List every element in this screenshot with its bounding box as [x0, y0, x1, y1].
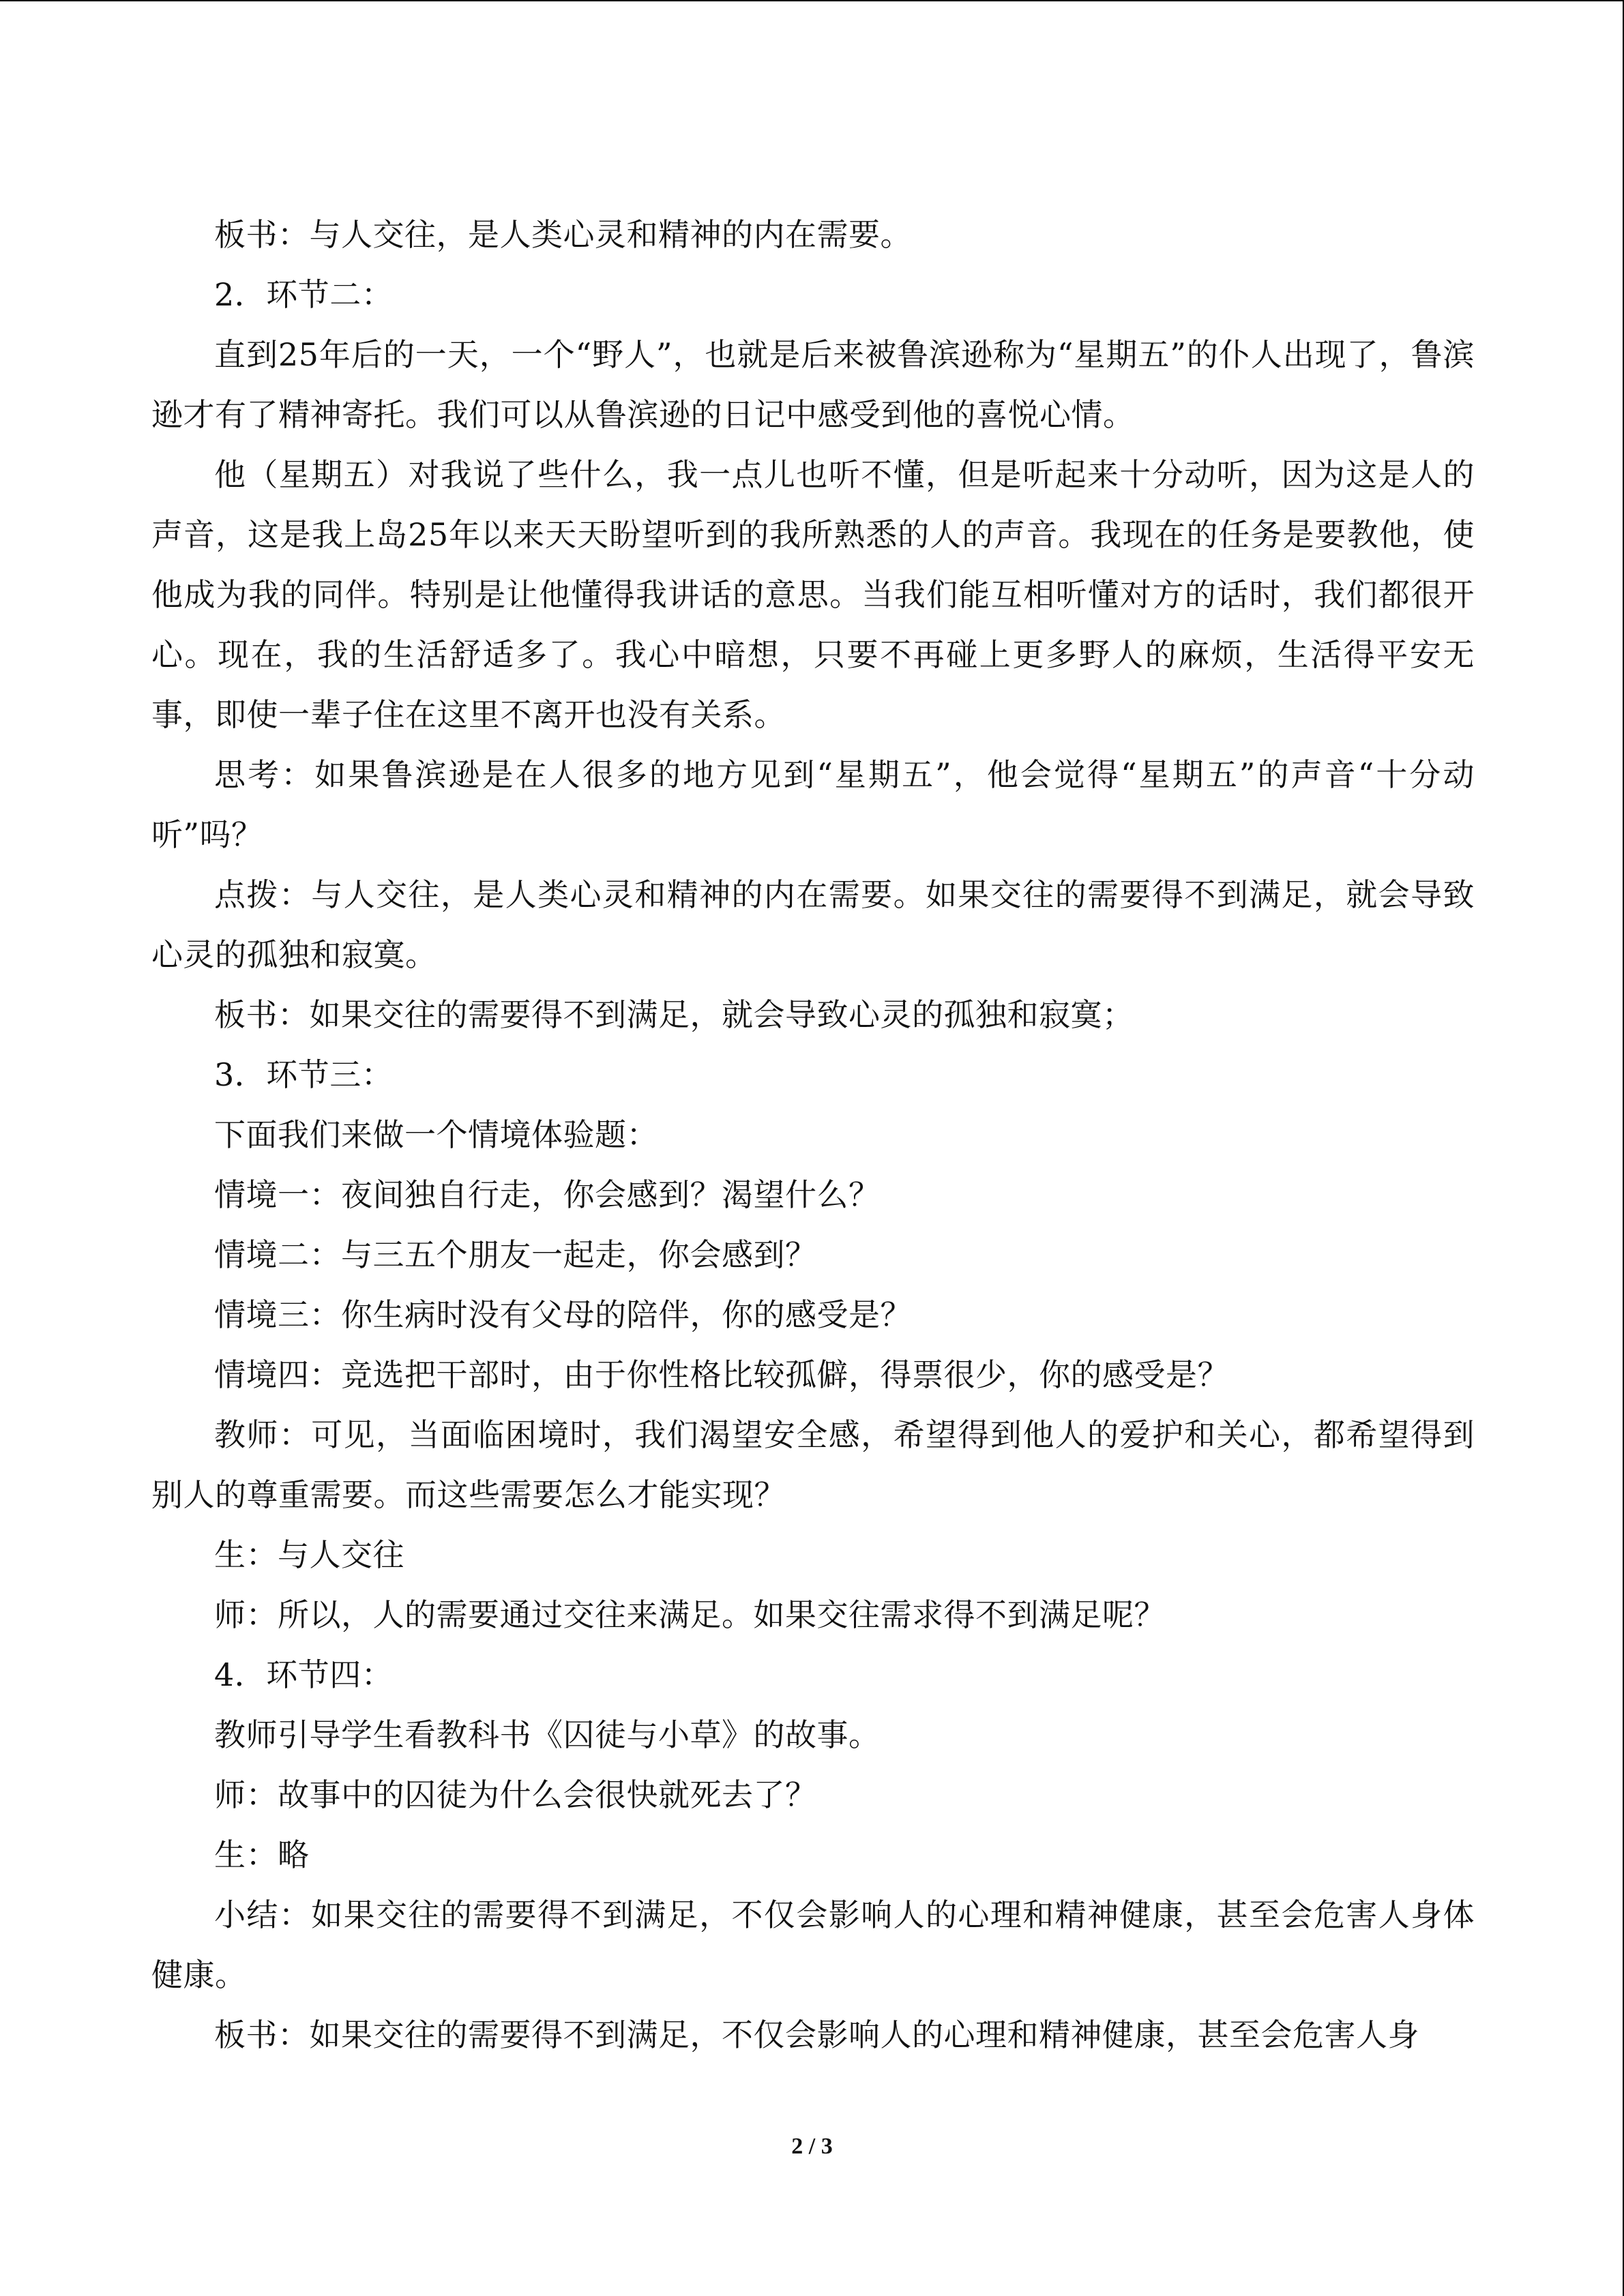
paragraph-diary-excerpt: 他（星期五）对我说了些什么，我一点儿也听不懂，但是听起来十分动听，因为这是人的声音，这是我上岛25年以来天天盼望听到的我所熟悉的人的声音。我现在的任务是要教他，使他成为我的同伴。特别是让他懂得我讲话的意思。当我们能互相听懂对方的话时，我们都很开心。现在，我的生活舒适多了。我心中暗想，只要不再碰上更多野人的麻烦，生活得平安无事，即使一辈子住在这里不离开也没有关系。: [151, 456, 1475, 733]
paragraph-board-note-1: 板书：与人交往，是人类心灵和精神的内在需要。: [214, 216, 912, 253]
paragraph-board-note-3: 板书：如果交往的需要得不到满足，不仅会影响人的心理和精神健康，甚至会危害人身: [214, 2016, 1419, 2053]
paragraph-teacher-question-2: 师：故事中的囚徒为什么会很快就死去了？: [214, 1776, 817, 1813]
page-number: 2 / 3: [791, 2134, 833, 2159]
paragraph-teacher-remark: 教师：可见，当面临困境时，我们渴望安全感，希望得到他人的爱护和关心，都希望得到别人的尊重需要。而这些需要怎么才能实现？: [151, 1416, 1475, 1513]
section-heading-4: 4．环节四：: [214, 1656, 394, 1693]
page-border-top: [0, 0, 1624, 1]
paragraph-textbook-story: 教师引导学生看教科书《囚徒与小草》的故事。: [214, 1716, 881, 1753]
paragraph-scenario-1: 情境一：夜间独自行走，你会感到？渴望什么？: [214, 1176, 881, 1213]
paragraph-board-note-2: 板书：如果交往的需要得不到满足，就会导致心灵的孤独和寂寞；: [214, 996, 1134, 1033]
paragraph-scenario-2: 情境二：与三五个朋友一起走，你会感到？: [214, 1236, 817, 1273]
paragraph-student-answer-2: 生：略: [214, 1836, 310, 1873]
paragraph-think-question: 思考：如果鲁滨逊是在人很多的地方见到“星期五”，他会觉得“星期五”的声音“十分动听”吗？: [151, 756, 1475, 853]
section-heading-2: 2．环节二：: [214, 276, 394, 313]
paragraph-teacher-question-1: 师：所以，人的需要通过交往来满足。如果交往需求得不到满足呢？: [214, 1596, 1166, 1633]
paragraph-guidance: 点拨：与人交往，是人类心灵和精神的内在需要。如果交往的需要得不到满足，就会导致心灵的孤独和寂寞。: [151, 876, 1475, 973]
paragraph-summary: 小结：如果交往的需要得不到满足，不仅会影响人的心理和精神健康，甚至会危害人身体健康。: [151, 1896, 1475, 1993]
paragraph-scenario-intro: 下面我们来做一个情境体验题：: [214, 1116, 658, 1153]
paragraph-scenario-3: 情境三：你生病时没有父母的陪伴，你的感受是？: [214, 1296, 912, 1333]
paragraph-friday-intro: 直到25年后的一天，一个“野人”，也就是后来被鲁滨逊称为“星期五”的仆人出现了，鲁滨逊才有了精神寄托。我们可以从鲁滨逊的日记中感受到他的喜悦心情。: [151, 336, 1475, 433]
paragraph-student-answer-1: 生：与人交往: [214, 1536, 404, 1573]
paragraph-scenario-4: 情境四：竞选把干部时，由于你性格比较孤僻，得票很少，你的感受是？: [214, 1356, 1229, 1393]
section-heading-3: 3．环节三：: [214, 1056, 394, 1093]
document-body: [151, 205, 1475, 2065]
